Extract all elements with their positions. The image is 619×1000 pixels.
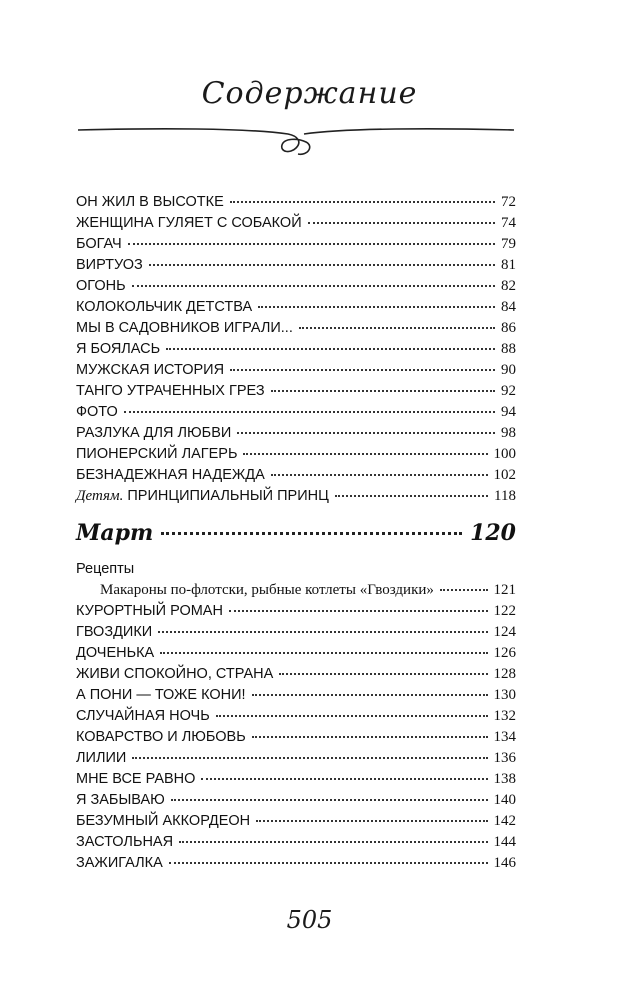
dot-leader <box>308 222 495 224</box>
toc-entry-title: МУЖСКАЯ ИСТОРИЯ <box>76 362 225 378</box>
recipes-label: Рецепты <box>76 561 135 577</box>
dot-leader <box>124 411 495 413</box>
toc-entry[interactable] <box>76 832 516 853</box>
dot-leader <box>279 673 487 675</box>
toc-entry-page: 126 <box>493 645 516 661</box>
toc-entry-title: ОН ЖИЛ В ВЫСОТКЕ <box>76 194 224 210</box>
toc-entry[interactable] <box>76 465 516 486</box>
page-number: 505 <box>286 906 333 934</box>
toc-entry[interactable] <box>76 811 516 832</box>
toc-entry-title: КУРОРТНЫЙ РОМАН <box>76 603 223 619</box>
toc-entry-recipe[interactable] <box>76 580 516 601</box>
toc-entry[interactable] <box>76 255 516 276</box>
dot-leader <box>171 799 488 801</box>
toc-entry-title: СЛУЧАЙНАЯ НОЧЬ <box>76 708 210 724</box>
toc-entry[interactable] <box>76 727 516 748</box>
toc-entry[interactable] <box>76 297 516 318</box>
dot-leader <box>258 306 495 308</box>
toc-entry-page: 122 <box>493 603 516 619</box>
toc-entry-page: 136 <box>493 750 516 766</box>
toc-entry-title: ЖЕНЩИНА ГУЛЯЕТ С СОБАКОЙ <box>76 215 302 231</box>
toc-entry-page: 138 <box>493 771 516 787</box>
section-title: Март <box>76 520 154 546</box>
children-title: ПРИНЦИПИАЛЬНЫЙ ПРИНЦ <box>127 488 329 504</box>
toc-entry-page: 128 <box>493 666 516 682</box>
toc-entry-page: 72 <box>501 194 516 210</box>
toc-entry-page: 98 <box>501 425 516 441</box>
toc-entry-title: БЕЗУМНЫЙ АККОРДЕОН <box>76 813 251 829</box>
toc-entry[interactable] <box>76 643 516 664</box>
section-header-march[interactable] <box>76 520 516 548</box>
toc-entry[interactable] <box>76 748 516 769</box>
toc-entry-title: ЖИВИ СПОКОЙНО, СТРАНА <box>76 666 274 682</box>
toc-entry-title: МЫ В САДОВНИКОВ ИГРАЛИ... <box>76 320 293 336</box>
toc-entry-title: ЛИЛИИ <box>76 750 127 766</box>
toc-entry[interactable] <box>76 192 516 213</box>
toc-entry-page: 94 <box>501 404 516 420</box>
dot-leader <box>243 453 487 455</box>
dot-leader <box>166 348 495 350</box>
dot-leader <box>252 736 488 738</box>
toc-entry-page: 140 <box>493 792 516 808</box>
toc-entry-title: ДОЧЕНЬКА <box>76 645 155 661</box>
toc-entry-title: БОГАЧ <box>76 236 122 252</box>
toc-entry[interactable] <box>76 213 516 234</box>
dot-leader <box>179 841 487 843</box>
toc-entry-page: 82 <box>501 278 516 294</box>
toc-entry-title: ТАНГО УТРАЧЕННЫХ ГРЕЗ <box>76 383 265 399</box>
toc-entry-page: 92 <box>501 383 516 399</box>
toc-entry-title: МНЕ ВСЕ РАВНО <box>76 771 196 787</box>
toc-entry-title: КОЛОКОЛЬЧИК ДЕТСТВА <box>76 299 253 315</box>
dot-leader <box>230 369 495 371</box>
toc-entry-title: Я БОЯЛАСЬ <box>76 341 161 357</box>
dot-leader <box>229 610 488 612</box>
toc-entry-title: ФОТО <box>76 404 118 420</box>
toc-entry-title: ЗАЖИГАЛКА <box>76 855 163 871</box>
dot-leader <box>299 327 495 329</box>
dot-leader <box>271 474 488 476</box>
toc-entry-page: 124 <box>493 624 516 640</box>
toc-entry-page: 134 <box>493 729 516 745</box>
dot-leader <box>440 589 488 591</box>
toc-entry[interactable] <box>76 381 516 402</box>
dot-leader <box>132 757 487 759</box>
toc-entry[interactable] <box>76 360 516 381</box>
toc-entry-page: 121 <box>493 582 516 598</box>
dot-leader <box>160 652 487 654</box>
toc-entry[interactable] <box>76 685 516 706</box>
toc-entry[interactable] <box>76 601 516 622</box>
dot-leader <box>158 631 487 633</box>
dot-leader <box>230 201 495 203</box>
dot-leader <box>216 715 488 717</box>
toc-entry-title: ОГОНЬ <box>76 278 126 294</box>
dot-leader <box>132 285 495 287</box>
dot-leader <box>201 778 487 780</box>
toc-entry-children[interactable] <box>76 486 516 507</box>
toc-entry-title: Макароны по-флотски, рыбные котлеты «Гвоздики» <box>100 582 434 598</box>
toc-entry[interactable] <box>76 423 516 444</box>
toc-entry-page: 74 <box>501 215 516 231</box>
toc-entry-title: Я ЗАБЫВАЮ <box>76 792 165 808</box>
dot-leader <box>256 820 487 822</box>
toc-entry-page: 100 <box>493 446 516 462</box>
toc-entry-title: РАЗЛУКА ДЛЯ ЛЮБВИ <box>76 425 232 441</box>
children-prefix: Детям. <box>76 488 124 504</box>
toc-entry[interactable] <box>76 769 516 790</box>
toc-entry[interactable] <box>76 664 516 685</box>
toc-entry-page: 118 <box>494 488 516 504</box>
toc-entry-title: КОВАРСТВО И ЛЮБОВЬ <box>76 729 246 745</box>
dot-leader <box>252 694 488 696</box>
toc-entry-page: 86 <box>501 320 516 336</box>
table-of-contents <box>76 192 516 874</box>
toc-list-bottom <box>76 601 516 874</box>
toc-entry[interactable] <box>76 853 516 874</box>
toc-entry-page: 144 <box>493 834 516 850</box>
toc-entry-page: 90 <box>501 362 516 378</box>
page-title: Содержание <box>201 76 418 111</box>
title-flourish-ornament <box>76 112 516 162</box>
dot-leader <box>161 532 462 535</box>
toc-entry-page: 79 <box>501 236 516 252</box>
toc-entry-page: 146 <box>493 855 516 871</box>
dot-leader <box>271 390 495 392</box>
toc-entry-page: 132 <box>493 708 516 724</box>
toc-entry[interactable] <box>76 234 516 255</box>
toc-entry-page: 130 <box>493 687 516 703</box>
toc-entry-title: ГВОЗДИКИ <box>76 624 153 640</box>
toc-entry-page: 88 <box>501 341 516 357</box>
toc-entry-title: А ПОНИ — ТОЖЕ КОНИ! <box>76 687 246 703</box>
toc-entry-title: ПИОНЕРСКИЙ ЛАГЕРЬ <box>76 446 238 462</box>
toc-entry-page: 84 <box>501 299 516 315</box>
dot-leader <box>169 862 488 864</box>
dot-leader <box>149 264 495 266</box>
toc-entry-page: 81 <box>501 257 516 273</box>
toc-entry[interactable] <box>76 790 516 811</box>
toc-entry[interactable] <box>76 622 516 643</box>
section-page: 120 <box>470 520 516 546</box>
toc-entry[interactable] <box>76 402 516 423</box>
toc-entry-page: 142 <box>493 813 516 829</box>
toc-entry-title: ЗАСТОЛЬНАЯ <box>76 834 174 850</box>
toc-entry[interactable] <box>76 318 516 339</box>
dot-leader <box>335 495 488 497</box>
toc-entry[interactable] <box>76 444 516 465</box>
toc-entry-title <box>76 486 329 507</box>
toc-list-top <box>76 192 516 486</box>
dot-leader <box>237 432 495 434</box>
toc-entry-title: ВИРТУОЗ <box>76 257 143 273</box>
toc-entry-page: 102 <box>493 467 516 483</box>
toc-entry[interactable] <box>76 706 516 727</box>
toc-entry[interactable] <box>76 339 516 360</box>
toc-entry-title: БЕЗНАДЕЖНАЯ НАДЕЖДА <box>76 467 265 483</box>
toc-entry[interactable] <box>76 276 516 297</box>
dot-leader <box>128 243 495 245</box>
